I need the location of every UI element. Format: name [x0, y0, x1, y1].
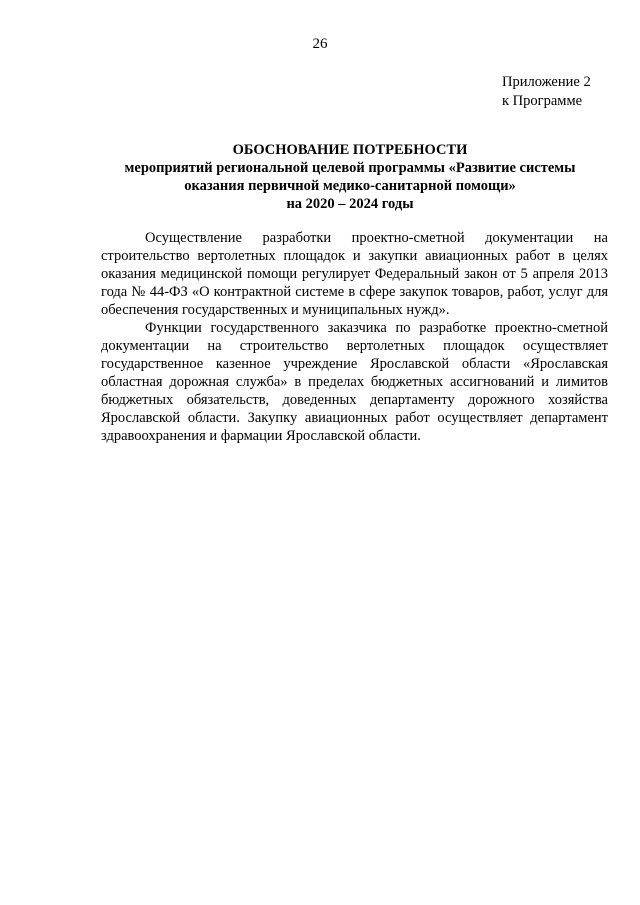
title-line-1: ОБОСНОВАНИЕ ПОТРЕБНОСТИ [232, 142, 468, 158]
title-line-4: на 2020 – 2024 годы [286, 196, 414, 212]
paragraph-1: Осуществление разработки проектно-сметной документации на строительство вертолетных площадок и закупки авиационных работ в целях оказания медицинской помощи регулирует Федеральный закон от 5 апреля 2013 года № 44-ФЗ «О контрактной системе в сфере закупок товаров, работ, услуг для обеспечения государственных и муниципальных нужд». [101, 230, 608, 318]
title-line-2: мероприятий региональной целевой программы «Развитие системы [124, 160, 576, 176]
document-title [100, 141, 600, 213]
page-number: 26 [312, 36, 328, 52]
title-line-3: оказания первичной медико-санитарной помощи» [184, 178, 516, 194]
appendix-line-1: Приложение 2 [502, 74, 591, 90]
paragraph-2: Функции государственного заказчика по разработке проектно-сметной документации на строительство вертолетных площадок осуществляет государственное казенное учреждение Ярославской области «Ярославская областная дорожная служба» в пределах бюджетных ассигнований и лимитов бюджетных обязательств, доведенных департаменту дорожного хозяйства Ярославской области. Закупку авиационных работ осуществляет департамент здравоохранения и фармации Ярославской области. [101, 320, 608, 444]
appendix-note [502, 73, 591, 111]
body-text [101, 229, 608, 445]
appendix-line-2: к Программе [502, 93, 583, 109]
